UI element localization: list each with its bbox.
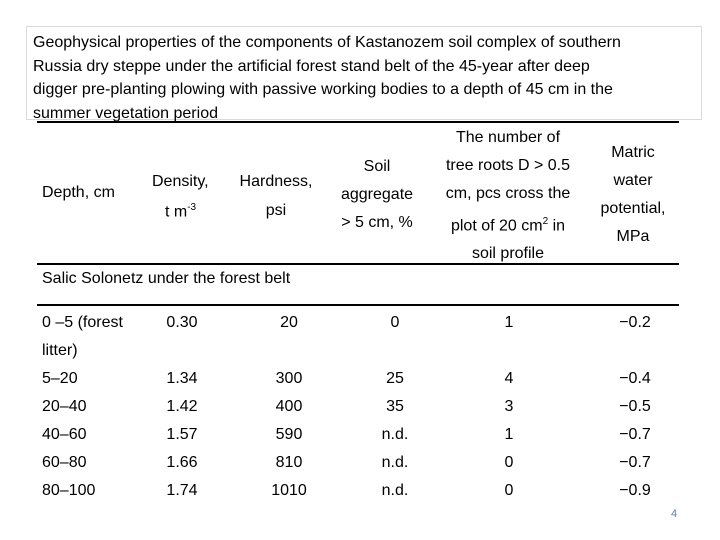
- page-number: 4: [671, 508, 678, 520]
- top-rule: [37, 121, 679, 123]
- header-rule: [37, 263, 679, 265]
- table-row-1-density: 1.34: [166, 370, 198, 387]
- table-row-3-roots: 1: [504, 426, 514, 443]
- header-depth: Depth, cm: [42, 184, 115, 201]
- header-matric-potential: Matric water potential, MPa: [600, 144, 666, 245]
- table-row-2-density: 1.42: [166, 398, 198, 415]
- header-density-unit: t $m^{-3}$: [165, 202, 197, 221]
- table-row-3-aggregate: n.d.: [381, 426, 409, 443]
- table-row-5-depth: 80–100: [42, 482, 96, 499]
- table-row-5-potential: −0.9: [619, 482, 651, 499]
- table-row-5-density: 1.74: [166, 482, 198, 499]
- table-row-1-depth: 5–20: [42, 370, 78, 387]
- section-label: Salic Solonetz under the forest belt: [42, 270, 291, 287]
- table-row-3-density: 1.57: [166, 426, 198, 443]
- table-row-1-roots: 4: [504, 370, 514, 387]
- table-row-0-depth-line2: litter): [42, 342, 78, 359]
- table-row-4-potential: −0.7: [619, 454, 651, 471]
- table-row-2-roots: 3: [504, 398, 514, 415]
- table-row-2-hardness: 400: [275, 398, 303, 415]
- table-row-3-depth: 40–60: [42, 426, 87, 443]
- table-row-4-depth: 60–80: [42, 454, 87, 471]
- header-density: Density,: [152, 173, 209, 190]
- table-row-1-aggregate: 25: [386, 370, 404, 387]
- table-row-0-potential: −0.2: [619, 314, 651, 331]
- table-row-3-potential: −0.7: [619, 426, 651, 443]
- header-hardness: Hardness,: [239, 173, 313, 190]
- header-tree-roots: The number of tree roots D > 0.5 cm, pcs cross the plot of 20 $cm^2$ in soil profile: [445, 129, 571, 263]
- table-row-0-depth: 0 –5 (forest: [42, 314, 123, 331]
- table-row-1-potential: −0.4: [619, 370, 651, 387]
- table-row-0-density: 0.30: [166, 314, 198, 331]
- table-row-2-potential: −0.5: [619, 398, 651, 415]
- table-row-5-roots: 0: [504, 482, 514, 499]
- table-row-0-hardness: 20: [280, 314, 298, 331]
- table-row-5-aggregate: n.d.: [381, 482, 409, 499]
- table-row-4-density: 1.66: [166, 454, 198, 471]
- table-row-4-roots: 0: [504, 454, 514, 471]
- table-row-4-hardness: 810: [275, 454, 303, 471]
- table-row-1-hardness: 300: [275, 370, 303, 387]
- section-rule: [37, 304, 679, 306]
- table-title: Geophysical properties of the components of Kastanozem soil complex of southern Russia dry steppe under the artificial forest stand belt of the 45-year after deep digger pre-planting plowing with passive working bodies to a depth of 45 cm in the summer vegetation period: [33, 34, 621, 122]
- table-row-0-aggregate: 0: [390, 314, 400, 331]
- table-row-2-depth: 20–40: [42, 398, 87, 415]
- header-hardness-unit: psi: [265, 202, 287, 219]
- table-row-5-hardness: 1010: [271, 482, 307, 499]
- header-soil-aggregate: Soil aggregate > 5 cm, %: [340, 158, 414, 231]
- table-row-3-hardness: 590: [275, 426, 303, 443]
- table-row-2-aggregate: 35: [386, 398, 404, 415]
- table-row-0-roots: 1: [504, 314, 514, 331]
- table-row-4-aggregate: n.d.: [381, 454, 409, 471]
